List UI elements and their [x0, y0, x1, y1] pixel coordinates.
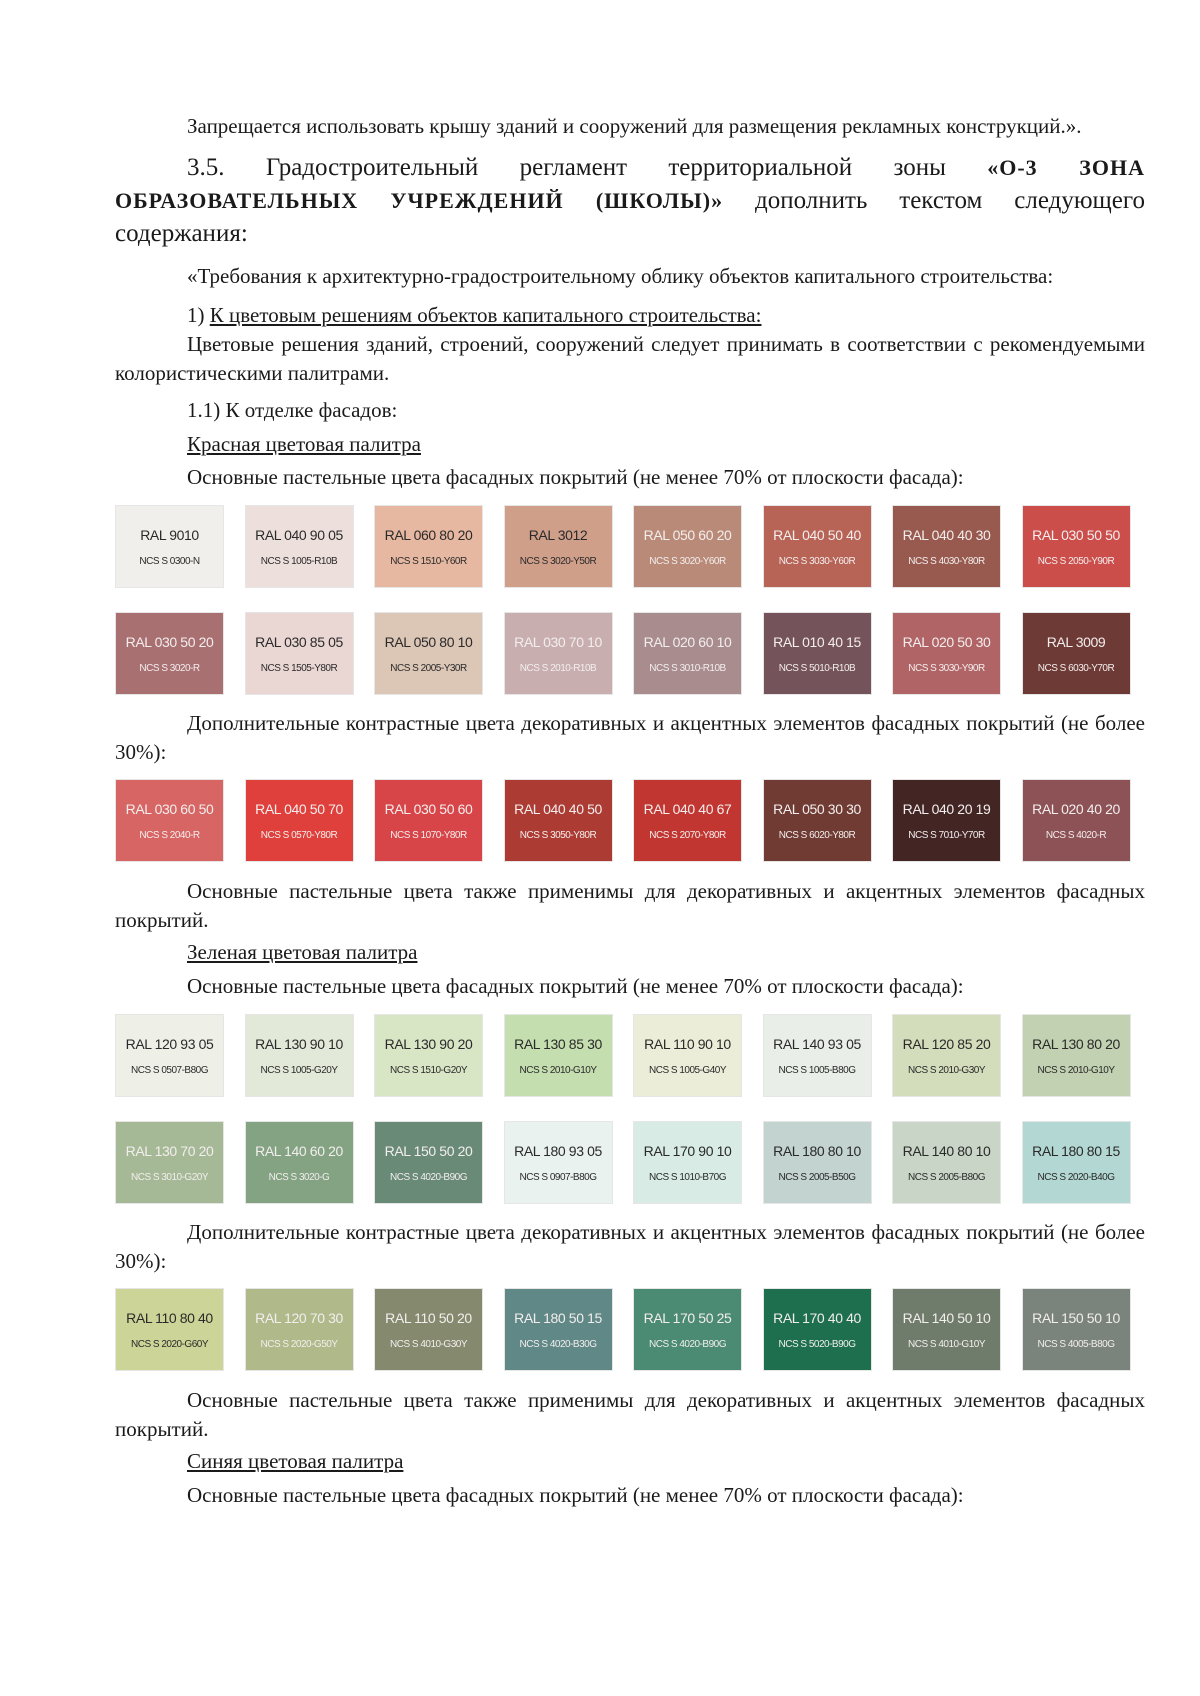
swatch-ral-code: RAL 040 90 05 [255, 526, 343, 543]
green-note: Основные пастельные цвета также применимы для декоративных и акцентных элементов фасадных покрытий. [115, 1388, 1145, 1441]
swatch-ral-code: RAL 020 40 20 [1032, 800, 1120, 817]
color-swatch [115, 612, 224, 695]
color-swatch [374, 1288, 483, 1371]
color-swatch [504, 779, 613, 862]
swatch-ral-code: RAL 130 70 20 [125, 1142, 214, 1159]
regulation-end: дополнить текстом следующего содержания: [115, 187, 1146, 247]
swatch-ncs-code: NCS S 2005-B50G [778, 1171, 856, 1183]
swatch-ral-code: RAL 130 85 30 [514, 1035, 602, 1052]
swatch-ral-code: RAL 130 90 10 [255, 1035, 343, 1052]
color-swatch [115, 505, 224, 588]
swatch-ral-code: RAL 040 20 19 [902, 800, 991, 817]
color-swatch [1022, 779, 1131, 862]
swatch-ncs-code: NCS S 2020-G50Y [260, 1338, 338, 1350]
color-swatch [763, 1288, 872, 1371]
swatch-ncs-code: NCS S 2020-G60Y [131, 1338, 208, 1350]
swatch-ncs-code: NCS S 2040-R [139, 829, 200, 841]
swatch-ral-code: RAL 030 70 10 [514, 633, 602, 650]
swatch-ncs-code: NCS S 2020-B40G [1037, 1171, 1115, 1183]
swatch-ral-code: RAL 060 80 20 [384, 526, 473, 543]
color-swatch [763, 612, 872, 695]
swatch-ncs-code: NCS S 5010-R10B [778, 662, 856, 674]
green-main-row-1 [115, 1014, 1145, 1097]
swatch-ncs-code: NCS S 4020-R [1045, 829, 1107, 841]
color-swatch [374, 505, 483, 588]
blue-palette-title: Синяя цветовая палитра [187, 1449, 404, 1473]
swatch-ncs-code: NCS S 6020-Y80R [778, 829, 856, 841]
color-swatch [245, 1121, 354, 1204]
red-extra-row [115, 779, 1145, 862]
paragraph-requirements: «Требования к архитектурно-градостроительному облику объектов капитального строительства: [187, 264, 1054, 288]
swatch-ral-code: RAL 9010 [140, 526, 199, 543]
swatch-ral-code: RAL 120 93 05 [125, 1035, 214, 1052]
swatch-ncs-code: NCS S 1005-G20Y [260, 1064, 338, 1076]
paragraph-roof-ban: Запрещается использовать крышу зданий и сооружений для размещения рекламных конструкций.». [187, 114, 1082, 138]
swatch-ral-code: RAL 180 80 15 [1032, 1142, 1120, 1159]
color-swatch [504, 1288, 613, 1371]
swatch-ral-code: RAL 140 60 20 [255, 1142, 343, 1159]
swatch-ncs-code: NCS S 6030-Y70R [1037, 662, 1115, 674]
paragraph-color-solutions: Цветовые решения зданий, строений, сооружений следует принимать в соответствии с рекомендуемыми колористическими палитрами. [115, 332, 1145, 385]
color-swatch [1022, 505, 1131, 588]
swatch-ncs-code: NCS S 0300-N [139, 555, 200, 567]
swatch-ral-code: RAL 140 50 10 [902, 1309, 991, 1326]
swatch-ncs-code: NCS S 4005-B80G [1037, 1338, 1115, 1350]
swatch-ncs-code: NCS S 2010-R10B [519, 662, 597, 674]
color-swatch [1022, 1288, 1131, 1371]
color-swatch [763, 1014, 872, 1097]
color-swatch [633, 612, 742, 695]
swatch-ncs-code: NCS S 2050-Y90R [1037, 555, 1115, 567]
paragraph-regulation-35 [115, 151, 1145, 250]
swatch-ncs-code: NCS S 3050-Y80R [519, 829, 597, 841]
green-extra-row [115, 1288, 1145, 1371]
color-swatch [892, 1121, 1001, 1204]
swatch-ncs-code: NCS S 3030-Y60R [778, 555, 856, 567]
color-swatch [633, 779, 742, 862]
swatch-ral-code: RAL 180 93 05 [514, 1142, 602, 1159]
paragraph-facade-finish: 1.1) К отделке фасадов: [187, 398, 398, 422]
swatch-ncs-code: NCS S 1005-R10B [260, 555, 338, 567]
swatch-ral-code: RAL 020 50 30 [902, 633, 991, 650]
swatch-ncs-code: NCS S 1505-Y80R [260, 662, 338, 674]
swatch-ral-code: RAL 170 50 25 [643, 1309, 732, 1326]
swatch-ral-code: RAL 110 90 10 [644, 1035, 731, 1052]
swatch-ncs-code: NCS S 1005-B80G [778, 1064, 856, 1076]
color-swatch [633, 505, 742, 588]
color-swatch [892, 612, 1001, 695]
swatch-ncs-code: NCS S 4030-Y80R [908, 555, 985, 567]
swatch-ncs-code: NCS S 0907-B80G [519, 1171, 597, 1183]
color-swatch [245, 1288, 354, 1371]
swatch-ral-code: RAL 040 50 70 [255, 800, 343, 817]
color-swatch [374, 1121, 483, 1204]
red-palette-title: Красная цветовая палитра [187, 432, 421, 456]
swatch-ncs-code: NCS S 2005-B80G [908, 1171, 985, 1183]
swatch-ral-code: RAL 120 85 20 [902, 1035, 991, 1052]
swatch-ral-code: RAL 010 40 15 [773, 633, 861, 650]
swatch-ncs-code: NCS S 7010-Y70R [908, 829, 985, 841]
color-swatch [245, 1014, 354, 1097]
swatch-ncs-code: NCS S 4010-G10Y [908, 1338, 985, 1350]
swatch-ncs-code: NCS S 3020-Y50R [519, 555, 597, 567]
swatch-ncs-code: NCS S 4020-B90G [390, 1171, 467, 1183]
swatch-ral-code: RAL 040 40 67 [643, 800, 732, 817]
zone-name: «О-3 ЗОНА ОБРАЗОВАТЕЛЬНЫХ УЧРЕЖДЕНИЙ (ШКОЛЫ)» [115, 155, 1145, 213]
swatch-ncs-code: NCS S 4010-G30Y [390, 1338, 467, 1350]
color-swatch [504, 1121, 613, 1204]
color-swatch [763, 1121, 872, 1204]
swatch-ral-code: RAL 170 40 40 [773, 1309, 861, 1326]
color-swatch [115, 1014, 224, 1097]
color-swatch [633, 1288, 742, 1371]
paragraph-color-solutions-heading [187, 301, 1145, 330]
swatch-ncs-code: NCS S 2070-Y80R [649, 829, 726, 841]
swatch-ral-code: RAL 040 50 40 [773, 526, 861, 543]
green-palette-title: Зеленая цветовая палитра [187, 940, 418, 964]
color-swatch [504, 1014, 613, 1097]
color-swatch [115, 1121, 224, 1204]
swatch-ral-code: RAL 030 85 05 [255, 633, 343, 650]
color-swatch [1022, 1014, 1131, 1097]
color-swatch [1022, 1121, 1131, 1204]
swatch-ral-code: RAL 3012 [528, 526, 588, 543]
swatch-ncs-code: NCS S 1510-G20Y [390, 1064, 467, 1076]
swatch-ncs-code: NCS S 1510-Y60R [390, 555, 467, 567]
color-swatch [892, 1014, 1001, 1097]
swatch-ncs-code: NCS S 0570-Y80R [260, 829, 338, 841]
red-main-row-2 [115, 612, 1145, 695]
blue-main-label: Основные пастельные цвета фасадных покрытий (не менее 70% от плоскости фасада): [187, 1483, 964, 1507]
swatch-ncs-code: NCS S 4020-B30G [519, 1338, 597, 1350]
color-swatch [504, 505, 613, 588]
color-swatch [374, 1014, 483, 1097]
color-swatch [374, 612, 483, 695]
swatch-ncs-code: NCS S 2010-G10Y [519, 1064, 597, 1076]
color-swatch [245, 612, 354, 695]
swatch-ral-code: RAL 040 40 30 [902, 526, 991, 543]
swatch-ral-code: RAL 030 50 60 [384, 800, 473, 817]
color-swatch [892, 779, 1001, 862]
red-extra-label: Дополнительные контрастные цвета декоративных и акцентных элементов фасадных покрытий (не более 30%): [115, 711, 1145, 764]
swatch-ral-code: RAL 040 40 50 [514, 800, 602, 817]
swatch-ral-code: RAL 030 50 50 [1032, 526, 1120, 543]
item-number: 1) [187, 303, 210, 327]
color-solutions-title: К цветовым решениям объектов капитального строительства: [209, 303, 762, 327]
color-swatch [115, 779, 224, 862]
color-swatch [633, 1014, 742, 1097]
swatch-ncs-code: NCS S 5020-B90G [778, 1338, 856, 1350]
color-swatch [1022, 612, 1131, 695]
swatch-ral-code: RAL 110 50 20 [385, 1309, 472, 1326]
color-swatch [374, 779, 483, 862]
document-page [115, 112, 1145, 1510]
swatch-ral-code: RAL 150 50 20 [384, 1142, 473, 1159]
swatch-ncs-code: NCS S 2010-G10Y [1037, 1064, 1115, 1076]
red-note: Основные пастельные цвета также применимы для декоративных и акцентных элементов фасадных покрытий. [115, 879, 1145, 932]
swatch-ral-code: RAL 050 60 20 [643, 526, 732, 543]
red-main-row-1 [115, 505, 1145, 588]
swatch-ral-code: RAL 030 60 50 [125, 800, 214, 817]
swatch-ral-code: RAL 130 80 20 [1032, 1035, 1120, 1052]
swatch-ral-code: RAL 020 60 10 [643, 633, 732, 650]
swatch-ncs-code: NCS S 3020-R [139, 662, 200, 674]
color-swatch [115, 1288, 224, 1371]
swatch-ral-code: RAL 140 93 05 [773, 1035, 861, 1052]
swatch-ncs-code: NCS S 3010-R10B [649, 662, 726, 674]
swatch-ncs-code: NCS S 0507-B80G [131, 1064, 208, 1076]
swatch-ral-code: RAL 030 50 20 [125, 633, 214, 650]
swatch-ral-code: RAL 140 80 10 [902, 1142, 991, 1159]
swatch-ncs-code: NCS S 1005-G40Y [649, 1064, 726, 1076]
swatch-ral-code: RAL 050 80 10 [384, 633, 473, 650]
color-swatch [245, 779, 354, 862]
color-swatch [763, 779, 872, 862]
swatch-ral-code: RAL 170 90 10 [643, 1142, 732, 1159]
swatch-ncs-code: NCS S 1070-Y80R [390, 829, 467, 841]
regulation-intro: 3.5. Градостроительный регламент территориальной зоны [187, 154, 988, 181]
swatch-ncs-code: NCS S 3020-Y60R [649, 555, 726, 567]
green-extra-label: Дополнительные контрастные цвета декоративных и акцентных элементов фасадных покрытий (не более 30%): [115, 1220, 1145, 1273]
swatch-ral-code: RAL 120 70 30 [255, 1309, 343, 1326]
color-swatch [245, 505, 354, 588]
color-swatch [633, 1121, 742, 1204]
color-swatch [892, 1288, 1001, 1371]
swatch-ral-code: RAL 180 50 15 [514, 1309, 602, 1326]
red-main-label: Основные пастельные цвета фасадных покрытий (не менее 70% от плоскости фасада): [187, 465, 964, 489]
swatch-ncs-code: NCS S 2005-Y30R [390, 662, 467, 674]
color-swatch [892, 505, 1001, 588]
green-main-label: Основные пастельные цвета фасадных покрытий (не менее 70% от плоскости фасада): [187, 974, 964, 998]
swatch-ncs-code: NCS S 3030-Y90R [908, 662, 985, 674]
color-swatch [504, 612, 613, 695]
swatch-ral-code: RAL 110 80 40 [126, 1309, 213, 1326]
green-main-row-2 [115, 1121, 1145, 1204]
swatch-ral-code: RAL 180 80 10 [773, 1142, 861, 1159]
swatch-ncs-code: NCS S 1010-B70G [649, 1171, 726, 1183]
swatch-ral-code: RAL 130 90 20 [384, 1035, 473, 1052]
swatch-ral-code: RAL 150 50 10 [1032, 1309, 1120, 1326]
color-swatch [763, 505, 872, 588]
swatch-ncs-code: NCS S 2010-G30Y [908, 1064, 985, 1076]
swatch-ncs-code: NCS S 4020-B90G [649, 1338, 726, 1350]
swatch-ral-code: RAL 050 30 30 [773, 800, 861, 817]
swatch-ncs-code: NCS S 3020-G [268, 1171, 330, 1183]
swatch-ral-code: RAL 3009 [1046, 633, 1106, 650]
swatch-ncs-code: NCS S 3010-G20Y [131, 1171, 208, 1183]
